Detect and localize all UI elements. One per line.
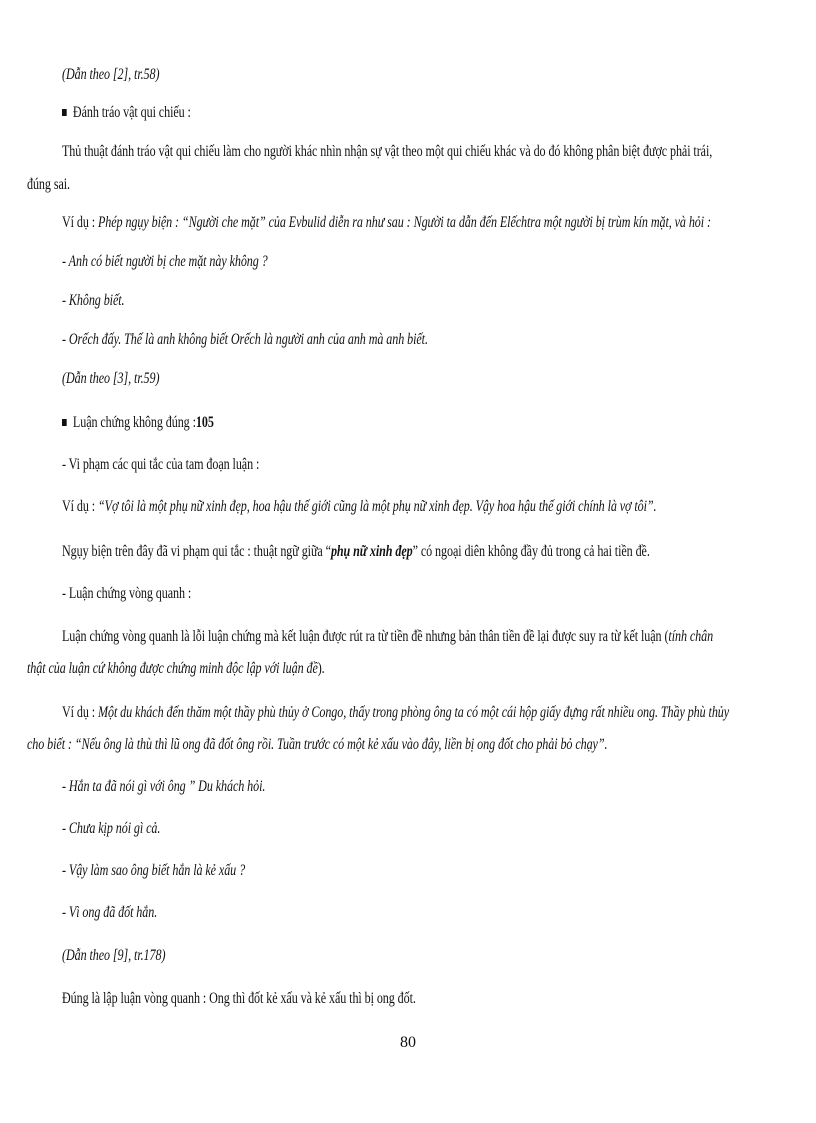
dialogue-line: - Orếch đấy. Thế là anh không biết Orếch là người anh của anh mà anh biết. bbox=[62, 331, 428, 348]
dialogue-line: - Chưa kịp nói gì cả. bbox=[62, 820, 161, 837]
example-line: Ví dụ : “Vợ tôi là một phụ nữ xinh đẹp, hoa hậu thế giới cũng là một phụ nữ xinh đẹp. Vậy hoa hậu thế giới chính là vợ tôi”. bbox=[62, 498, 657, 515]
bullet-heading: Đánh tráo vật qui chiếu : bbox=[62, 104, 191, 122]
dialogue-line: - Vậy làm sao ông biết hắn là kẻ xấu ? bbox=[62, 862, 246, 879]
paragraph-line: thật của luận cứ không được chứng minh độc lập với luận đề). bbox=[27, 660, 325, 677]
paragraph-line: Luận chứng vòng quanh là lỗi luận chứng mà kết luận được rút ra từ tiền đề nhưng bản thân tiền đề lại được suy ra từ kết luận (tính chân bbox=[62, 628, 714, 645]
dialogue-line: - Không biết. bbox=[62, 292, 125, 309]
bullet-heading: Luận chứng không đúng :105 bbox=[62, 414, 214, 432]
page-number: 80 bbox=[400, 1034, 416, 1051]
dialogue-line: - Vì ong đã đốt hắn. bbox=[62, 904, 158, 921]
subheading-line: - Vi phạm các qui tắc của tam đoạn luận : bbox=[62, 456, 260, 473]
citation-line: (Dẫn theo [9], tr.178) bbox=[62, 947, 166, 964]
example-line: Ví dụ : Phép ngụy biện : “Người che mặt” của Evbulid diễn ra như sau : Người ta dẫn đến Elếchtra một người bị trùm kín mặt, và hỏi : bbox=[62, 214, 711, 231]
bullet-icon bbox=[62, 109, 67, 116]
dialogue-line: - Hắn ta đã nói gì với ông ” Du khách hỏi. bbox=[62, 778, 266, 795]
dialogue-line: - Anh có biết người bị che mặt này không ? bbox=[62, 253, 268, 270]
citation-line: (Dẫn theo [2], tr.58) bbox=[62, 66, 160, 83]
example-line: cho biết : “Nếu ông là thù thì lũ ong đã đốt ông rồi. Tuần trước có một kẻ xấu vào đây, liền bị ong đốt cho phải bỏ chạy”. bbox=[27, 736, 608, 753]
paragraph-line: Thủ thuật đánh tráo vật qui chiếu làm cho người khác nhìn nhận sự vật theo một qui chiếu khác và do đó không phân biệt được phải trái, bbox=[62, 143, 713, 160]
example-line: Ví dụ : Một du khách đến thăm một thầy phù thủy ở Congo, thấy trong phòng ông ta có một cái hộp giấy đựng rất nhiều ong. Thầy phù thủy bbox=[62, 704, 730, 721]
subheading-line: - Luận chứng vòng quanh : bbox=[62, 585, 192, 602]
bullet-icon bbox=[62, 419, 67, 426]
paragraph-line: Ngụy biện trên đây đã vi phạm qui tắc : thuật ngữ giữa “phụ nữ xinh đẹp” có ngoại diên không đầy đủ trong cả hai tiền đề. bbox=[62, 543, 650, 560]
paragraph-line: Đúng là lập luận vòng quanh : Ong thì đốt kẻ xấu và kẻ xấu thì bị ong đốt. bbox=[62, 990, 416, 1007]
citation-line: (Dẫn theo [3], tr.59) bbox=[62, 370, 160, 387]
paragraph-line: đúng sai. bbox=[27, 176, 70, 193]
